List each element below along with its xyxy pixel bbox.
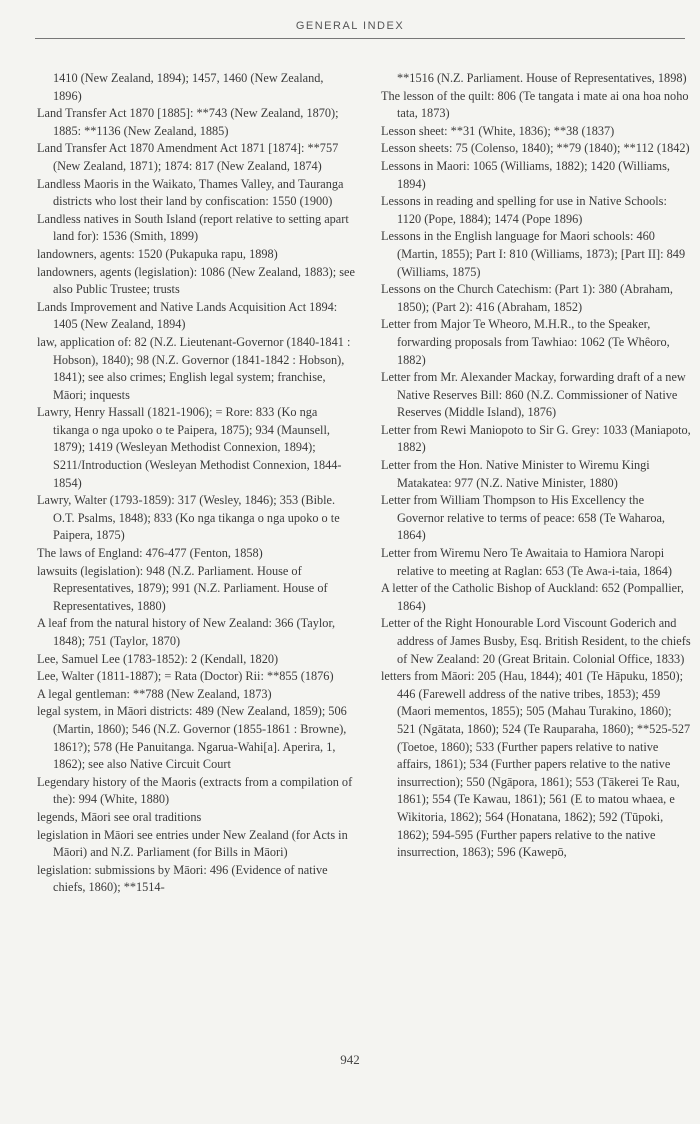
index-entry: Lessons on the Church Catechism: (Part 1): 380 (Abraham, 1850); (Part 2): 416 (Abraham, 1852) — [381, 282, 673, 314]
index-entry: Lee, Walter (1811-1887); = Rata (Doctor) Rii: **855 (1876) — [37, 669, 334, 684]
index-column-left — [37, 70, 355, 897]
index-entry: law, application of: 82 (N.Z. Lieutenant-Governor (1840-1841 : Hobson), 1840); 98 (N.Z. Governor (1841-1842 : Hobson), 1841); see also crimes; English legal system; franchise, Māori; inquests — [37, 334, 351, 402]
index-entry: Letter from the Hon. Native Minister to Wiremu Kingi Matakatea: 977 (N.Z. Native Minister, 1880) — [381, 458, 650, 490]
index-entry: A letter of the Catholic Bishop of Auckland: 652 (Pompallier, 1864) — [381, 581, 684, 613]
index-entry: Lee, Samuel Lee (1783-1852): 2 (Kendall, 1820) — [37, 651, 279, 666]
index-entry: lawsuits (legislation): 948 (N.Z. Parliament. House of Representatives, 1879); 991 (N.Z. Parliament. House of Representatives, 1880) — [37, 563, 328, 613]
index-entry: Legendary history of the Maoris (extracts from a compilation of the): 994 (White, 1880) — [37, 774, 353, 807]
index-entry: Letter from Major Te Wheoro, M.H.R., to the Speaker, forwarding proposals from Tawhiao: 1062 (Te Whêoro, 1882) — [381, 317, 670, 367]
index-entry: Lesson sheets: 75 (Colenso, 1840); **79 (1840); **112 (1842) — [381, 141, 690, 156]
index-column-right — [381, 70, 691, 862]
index-entry: The lesson of the quilt: 806 (Te tangata i mate ai ona hoa noho tata, 1873) — [381, 88, 689, 121]
running-head: GENERAL INDEX — [295, 20, 405, 32]
index-entry: A leaf from the natural history of New Zealand: 366 (Taylor, 1848); 751 (Taylor, 1870) — [37, 616, 336, 648]
index-entry: Lands Improvement and Native Lands Acquisition Act 1894: 1405 (New Zealand, 1894) — [37, 299, 338, 332]
index-entry: Lesson sheet: **31 (White, 1836); **38 (1837) — [381, 123, 615, 138]
index-entry: Lawry, Henry Hassall (1821-1906); = Rore: 833 (Ko nga tikanga o nga upoko o te Paipera, 1875); 934 (Maunsell, 1879); 1419 (Wesleyan Methodist Connexion, 1894); S211/Introduction (Wesleyan Methodist Connexion, 1844-1854) — [37, 405, 342, 490]
index-entry: Lessons in the English language for Maori schools: 460 (Martin, 1855); Part I: 810 (Williams, 1873); [Part II]: 849 (Williams, 1875) — [381, 229, 686, 279]
index-entry: Lessons in reading and spelling for use in Native Schools: 1120 (Pope, 1884); 1474 (Pope 1896) — [381, 194, 667, 226]
index-entry: Letter from Mr. Alexander Mackay, forwarding draft of a new Native Reserves Bill: 860 (N.Z. Commissioner of Native Reserves (Middle Island), 1876) — [381, 370, 686, 420]
index-entry: legends, Māori see oral traditions — [37, 809, 202, 824]
index-entry: Lessons in Maori: 1065 (Williams, 1882); 1420 (Williams, 1894) — [381, 158, 670, 191]
index-entry: A legal gentleman: **788 (New Zealand, 1873) — [37, 686, 272, 701]
index-entry: The laws of England: 476-477 (Fenton, 1858) — [37, 546, 263, 561]
index-entry: 1410 (New Zealand, 1894); 1457, 1460 (New Zealand, 1896) — [53, 71, 324, 103]
index-entry: Letter from William Thompson to His Excellency the Governor relative to terms of peace: 658 (Te Waharoa, 1864) — [381, 493, 665, 543]
index-entry: Landless natives in South Island (report relative to setting apart land for): 1536 (Smith, 1899) — [37, 211, 349, 244]
index-entry: Letter from Rewi Maniopoto to Sir G. Grey: 1033 (Maniapoto, 1882) — [381, 422, 691, 455]
index-entry: Letter of the Right Honourable Lord Viscount Goderich and address of James Busby, Esq. British Resident, to the chiefs of New Zealand: 20 (Great Britain. Colonial Office, 1833) — [381, 616, 691, 666]
page-number: 942 — [340, 1052, 360, 1067]
index-entry: Letter from Wiremu Nero Te Awaitaia to Hamiora Naropi relative to meeting at Raglan: 653 (Te Awa-i-taia, 1864) — [381, 546, 672, 578]
index-entry: landowners, agents (legislation): 1086 (New Zealand, 1883); see also Public Trustee; trusts — [37, 264, 355, 297]
index-entry: Land Transfer Act 1870 [1885]: **743 (New Zealand, 1870); 1885: **1136 (New Zealand, 1885) — [37, 106, 339, 138]
header-rule — [35, 38, 685, 39]
index-entry: legislation: submissions by Māori: 496 (Evidence of native chiefs, 1860); **1514- — [37, 862, 328, 895]
index-entry: letters from Māori: 205 (Hau, 1844); 401 (Te Hāpuku, 1850); 446 (Farewell address of the native tribes, 1853); 459 (Maori mementos, 1855); 505 (Mahau Turakino, 1860); 521 (Ngātata, 1860); 524 (Te Rauparaha, 1860); **525-527 (Toetoe, 1860); 533 (Further papers relative to native affairs, 1861); 534 (Further papers relative to the native insurrection); 550 (Ngāpora, 1861); 553 (Tākerei Te Rau, 1861); 554 (Te Kawau, 1861); 561 (E to matou whaea, e Wikitoria, 1862); 564 (Honatana, 1862); 592 (Tūpoki, 1862); 594-595 (Further papers relative to the native insurrection, 1863); 596 (Kawepō, — [381, 669, 691, 860]
index-entry: **1516 (N.Z. Parliament. House of Representatives, 1898) — [397, 71, 687, 85]
index-entry: Lawry, Walter (1793-1859): 317 (Wesley, 1846); 353 (Bible. O.T. Psalms, 1848); 833 (Ko nga tikanga o nga upoko o te Paipera, 1875) — [37, 493, 340, 543]
index-entry: Landless Maoris in the Waikato, Thames Valley, and Tauranga districts who lost their land by confiscation: 1550 (1900) — [37, 176, 344, 209]
index-entry: landowners, agents: 1520 (Pukapuka rapu, 1898) — [37, 246, 278, 261]
index-entry: legislation in Māori see entries under New Zealand (for Acts in Māori) and N.Z. Parliament (for Bills in Māori) — [37, 827, 348, 860]
index-entry: legal system, in Māori districts: 489 (New Zealand, 1859); 506 (Martin, 1860); 546 (N.Z. Governor (1855-1861 : Browne), 1861?); 578 (He Panuitanga. Ngarua-Wahi[a]. Aperira, 1, 1862); see also Native Circuit Court — [37, 704, 347, 772]
index-entry: Land Transfer Act 1870 Amendment Act 1871 [1874]: **757 (New Zealand, 1871); 1874: 817 (New Zealand, 1874) — [37, 141, 339, 173]
